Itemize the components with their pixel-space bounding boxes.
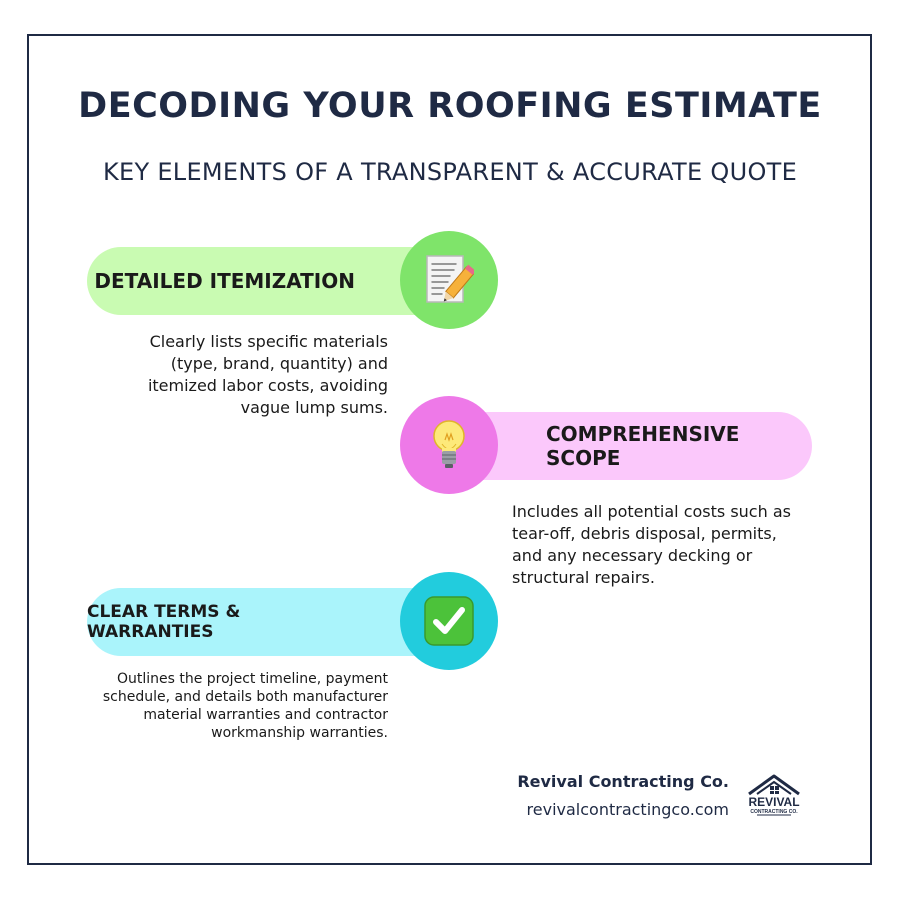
itemization-description: Clearly lists specific materials (type, brand, quantity) and itemized labor costs, avoiding vague lump sums.: [147, 332, 388, 417]
scope-badge: [400, 396, 498, 494]
scope-description: Includes all potential costs such as tear-off, debris disposal, permits, and any necessary decking or structural repairs.: [512, 502, 791, 587]
company-name: Revival Contracting Co.: [517, 772, 729, 791]
check-mark-button-icon: [423, 595, 475, 647]
company-logo: [743, 772, 805, 820]
terms-description: Outlines the project timeline, payment schedule, and details both manufacturer material warranties and contractor workmanship warranties.: [102, 671, 388, 741]
memo-pencil-icon: [424, 253, 474, 307]
scope-heading: COMPREHENSIVE SCOPE: [546, 422, 740, 470]
itemization-heading: DETAILED ITEMIZATION: [94, 269, 355, 293]
terms-heading: CLEAR TERMS & WARRANTIES: [87, 602, 241, 642]
logo-text: REVIVAL: [748, 795, 800, 809]
light-bulb-icon: [429, 418, 469, 472]
page-title: DECODING YOUR ROOFING ESTIMATE: [78, 86, 822, 126]
logo-subtext: CONTRACTING CO.: [750, 809, 798, 815]
itemization-badge: [400, 231, 498, 329]
terms-badge: [400, 572, 498, 670]
page-subtitle: KEY ELEMENTS OF A TRANSPARENT & ACCURATE QUOTE: [102, 158, 798, 186]
company-website[interactable]: revivalcontractingco.com: [526, 800, 729, 819]
